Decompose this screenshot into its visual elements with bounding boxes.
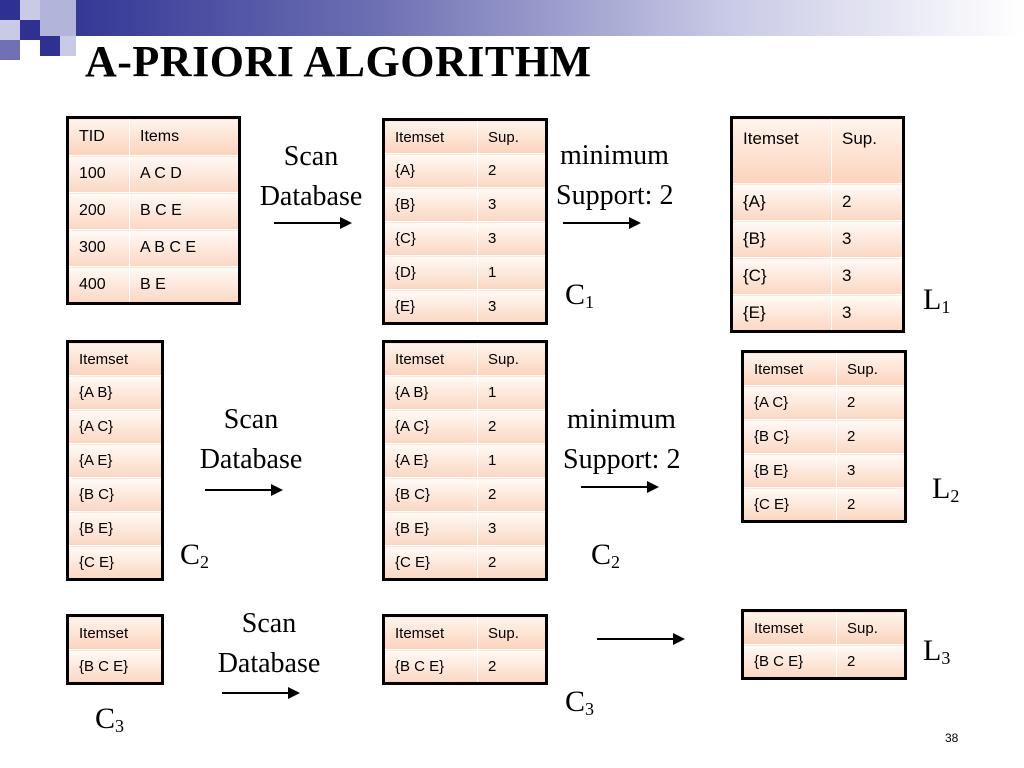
- itemset-cell: {B C E}: [743, 645, 837, 679]
- header-items: Items: [130, 118, 240, 156]
- header-itemset: Itemset: [732, 118, 832, 184]
- header-sup: Sup.: [837, 611, 906, 645]
- sup-cell: 2: [832, 184, 904, 221]
- itemset-cell: {C}: [732, 258, 832, 295]
- scan-label-line: Scan: [223, 404, 279, 435]
- itemset-cell: {A E}: [68, 444, 163, 478]
- slide-title: A-PRIORI ALGORITHM: [85, 37, 592, 86]
- itemset-cell: {A}: [732, 184, 832, 221]
- sup-cell: 1: [478, 376, 547, 410]
- tid-cell: 200: [68, 193, 130, 230]
- decor-square: [0, 40, 20, 60]
- arrow-right-icon: [205, 489, 281, 491]
- set-index: 1: [941, 297, 951, 317]
- sup-cell: 3: [478, 512, 547, 546]
- scan-label-line: Scan: [283, 141, 339, 172]
- set-letter: L: [923, 283, 942, 316]
- sup-cell: 2: [478, 154, 547, 188]
- decor-square: [40, 0, 76, 36]
- itemset-cell: {A C}: [68, 410, 163, 444]
- itemset-cell: {B}: [384, 188, 478, 222]
- c3-table: [382, 614, 548, 685]
- c3-label: [565, 685, 594, 720]
- sup-cell: 3: [832, 258, 904, 295]
- c2-candidates-table: [66, 340, 164, 581]
- itemset-cell: {A C}: [743, 386, 837, 420]
- itemset-cell: {D}: [384, 256, 478, 290]
- c1-table: [382, 118, 548, 325]
- sup-cell: 1: [478, 256, 547, 290]
- sup-cell: 2: [837, 488, 906, 522]
- itemset-cell: {B E}: [384, 512, 478, 546]
- set-letter: C: [180, 538, 201, 571]
- c2-candidates-label: [180, 538, 209, 573]
- l3-table: [741, 609, 907, 680]
- header-itemset: Itemset: [743, 352, 837, 386]
- set-index: 2: [611, 552, 621, 572]
- minimum-support-label: [556, 136, 706, 216]
- minimum-label-line: minimum: [567, 404, 676, 435]
- set-letter: C: [565, 278, 586, 311]
- arrow-right-icon: [274, 222, 350, 224]
- set-index: 3: [585, 699, 595, 719]
- itemset-cell: {B C}: [68, 478, 163, 512]
- itemset-cell: {A E}: [384, 444, 478, 478]
- sup-cell: 2: [478, 546, 547, 580]
- set-index: 3: [115, 716, 125, 736]
- set-letter: C: [565, 685, 586, 718]
- sup-cell: 2: [478, 410, 547, 444]
- header-itemset: Itemset: [743, 611, 837, 645]
- header-itemset: Itemset: [384, 342, 478, 376]
- header-itemset: Itemset: [384, 120, 478, 154]
- itemset-cell: {B C E}: [384, 650, 478, 684]
- itemset-cell: {C E}: [384, 546, 478, 580]
- set-index: 2: [200, 552, 210, 572]
- decor-square: [0, 0, 20, 20]
- tid-cell: 400: [68, 267, 130, 304]
- decor-square: [0, 20, 20, 40]
- c2-table: [382, 340, 548, 581]
- itemset-cell: {B E}: [68, 512, 163, 546]
- set-index: 3: [941, 648, 951, 668]
- set-letter: L: [932, 472, 951, 505]
- sup-cell: 3: [837, 454, 906, 488]
- support-label-line: Support: 2: [563, 444, 681, 475]
- header-gradient-bar: [40, 0, 1024, 36]
- set-letter: C: [95, 702, 116, 735]
- itemset-cell: {B C}: [743, 420, 837, 454]
- items-cell: A C D: [130, 156, 240, 193]
- itemset-cell: {B C E}: [68, 650, 163, 684]
- set-index: 1: [585, 292, 595, 312]
- l2-table: [741, 350, 907, 523]
- sup-cell: 3: [832, 221, 904, 258]
- arrow-right-icon: [563, 222, 639, 224]
- set-letter: L: [923, 634, 942, 667]
- itemset-cell: {A B}: [68, 376, 163, 410]
- itemset-cell: {E}: [732, 295, 832, 332]
- itemset-cell: {A}: [384, 154, 478, 188]
- items-cell: B E: [130, 267, 240, 304]
- decor-square: [20, 20, 40, 40]
- sup-cell: 2: [837, 420, 906, 454]
- sup-cell: 2: [478, 650, 547, 684]
- minimum-support-label: [563, 400, 713, 480]
- transaction-database-table: [66, 116, 241, 305]
- items-cell: B C E: [130, 193, 240, 230]
- arrow-right-icon: [222, 692, 298, 694]
- database-label-line: Database: [259, 181, 363, 212]
- decor-square: [20, 0, 40, 20]
- header-sup: Sup.: [478, 120, 547, 154]
- l2-label: [932, 472, 959, 507]
- c3-candidates-table: [66, 614, 164, 685]
- l1-label: [923, 283, 950, 318]
- itemset-cell: {C}: [384, 222, 478, 256]
- page-number: 38: [945, 731, 959, 745]
- itemset-cell: {B C}: [384, 478, 478, 512]
- database-label-line: Database: [199, 444, 303, 475]
- set-letter: C: [591, 538, 612, 571]
- sup-cell: 1: [478, 444, 547, 478]
- itemset-cell: {A B}: [384, 376, 478, 410]
- c1-label: [565, 278, 594, 313]
- sup-cell: 3: [478, 222, 547, 256]
- items-cell: A B C E: [130, 230, 240, 267]
- set-index: 2: [950, 486, 960, 506]
- itemset-cell: {B}: [732, 221, 832, 258]
- itemset-cell: {B E}: [743, 454, 837, 488]
- itemset-cell: {C E}: [743, 488, 837, 522]
- header-sup: Sup.: [837, 352, 906, 386]
- scan-label-line: Scan: [241, 608, 297, 639]
- scan-database-label: [248, 137, 374, 217]
- l1-table: [730, 116, 905, 333]
- database-label-line: Database: [217, 648, 321, 679]
- scan-database-label: [188, 400, 314, 480]
- l3-label: [923, 634, 950, 669]
- support-label-line: Support: 2: [556, 180, 674, 211]
- header-tid: TID: [68, 118, 130, 156]
- minimum-label-line: minimum: [560, 140, 669, 171]
- header-sup: Sup.: [478, 342, 547, 376]
- itemset-cell: {E}: [384, 290, 478, 324]
- sup-cell: 2: [837, 386, 906, 420]
- header-itemset: Itemset: [68, 616, 163, 650]
- tid-cell: 300: [68, 230, 130, 267]
- sup-cell: 3: [478, 290, 547, 324]
- arrow-right-icon: [581, 486, 657, 488]
- header-sup: Sup.: [832, 118, 904, 184]
- itemset-cell: {A C}: [384, 410, 478, 444]
- sup-cell: 3: [478, 188, 547, 222]
- tid-cell: 100: [68, 156, 130, 193]
- scan-database-label: [206, 604, 332, 684]
- itemset-cell: {C E}: [68, 546, 163, 580]
- header-itemset: Itemset: [68, 342, 163, 376]
- c3-candidates-label: [95, 702, 124, 737]
- arrow-right-icon: [597, 638, 683, 640]
- decor-square: [40, 36, 60, 56]
- sup-cell: 2: [478, 478, 547, 512]
- header-sup: Sup.: [478, 616, 547, 650]
- header-itemset: Itemset: [384, 616, 478, 650]
- sup-cell: 3: [832, 295, 904, 332]
- c2-label: [591, 538, 620, 573]
- decor-square: [60, 36, 76, 56]
- sup-cell: 2: [837, 645, 906, 679]
